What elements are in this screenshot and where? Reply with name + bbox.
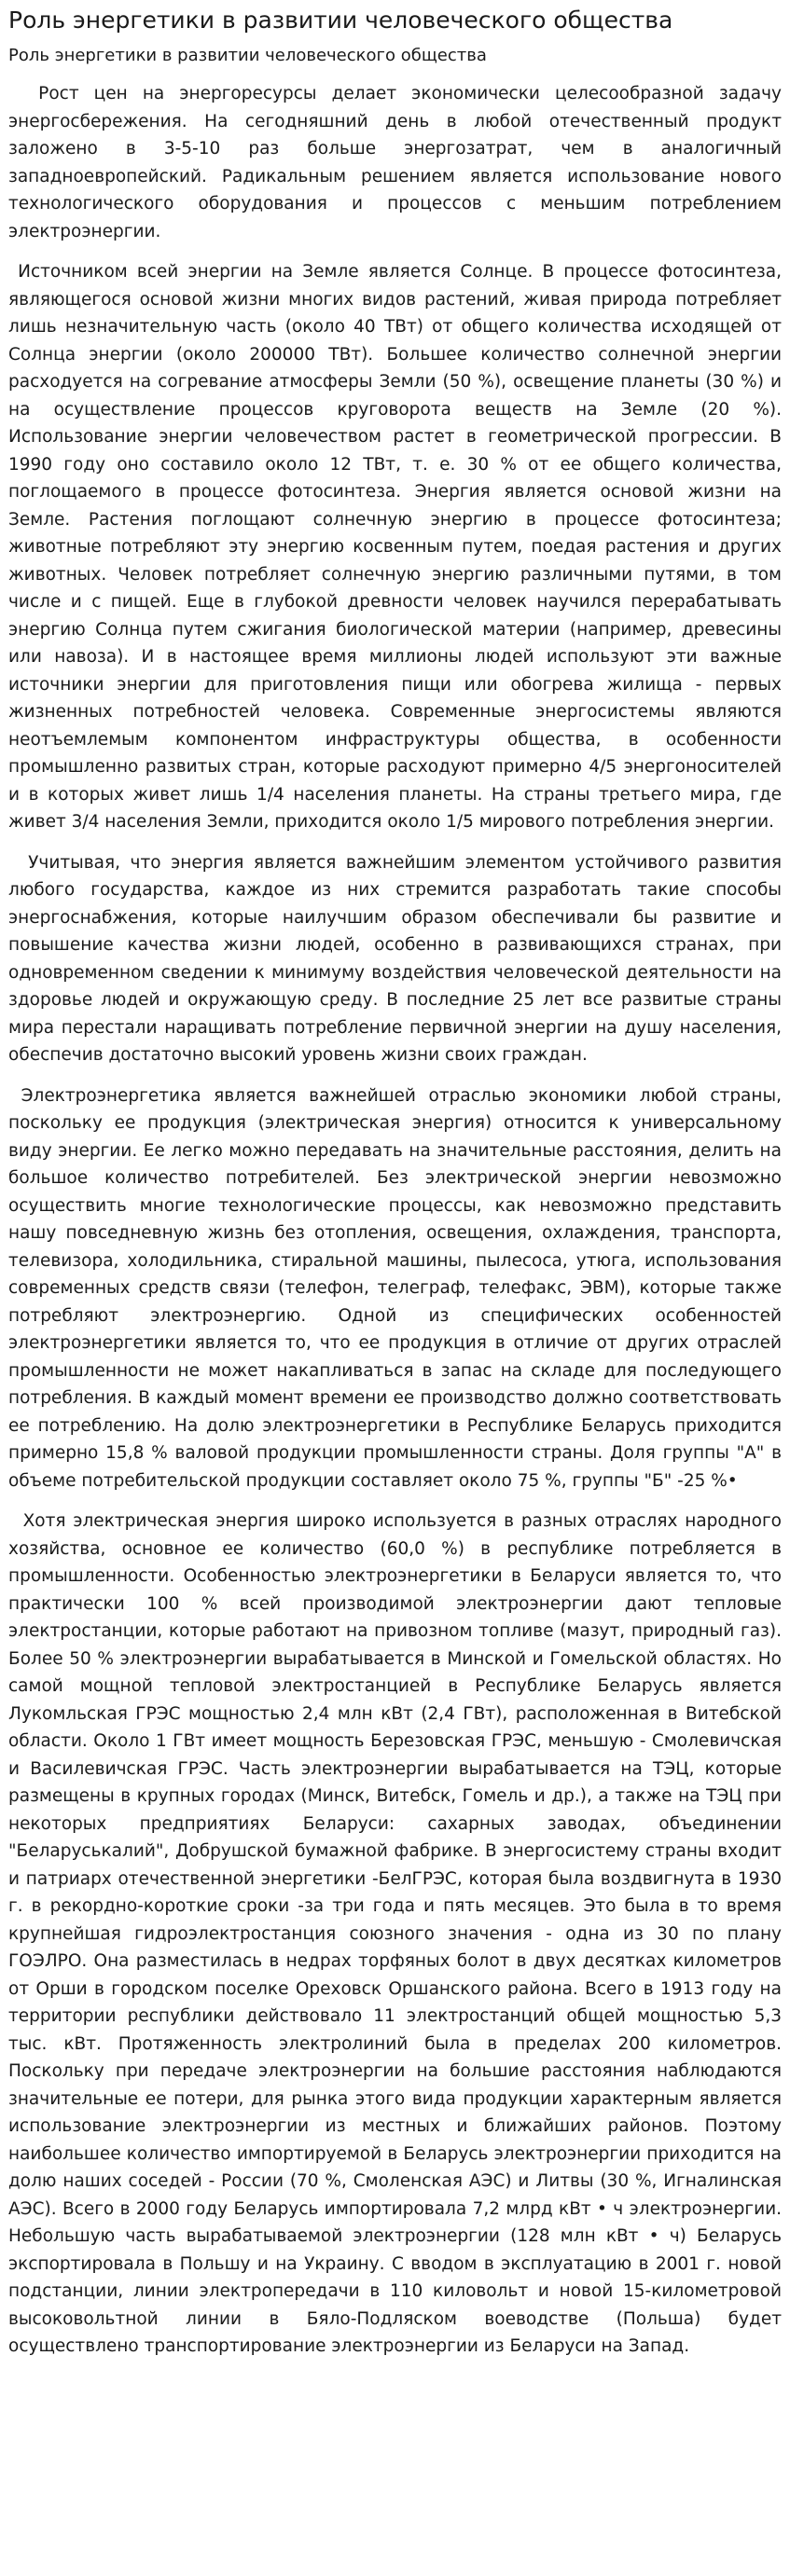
paragraph-4: Электроэнергетика является важнейшей отраслью экономики любой страны, поскольку ее продукция (электрическая энергия) относится к универсальному виду энергии. Ее легко можно передавать на значительные расстояния, делить на большое количество потребителей. Без электрической энергии невозможно осуществить многие технологические процессы, как невозможно представить нашу повседневную жизнь без отопления, освещения, охлаждения, транспорта, телевизора, холодильника, стиральной машины, пылесоса, утюга, использования современных средств связи (телефон, телеграф, телефакс, ЭВМ), которые также потребляют электроэнергию. Одной из специфических особенностей электроэнергетики является то, что ее продукция в отличие от других отраслей промышленности не может накапливаться в запас на складе для последующего потребления. В каждый момент времени ее производство должно соответствовать ее потреблению. На долю электроэнергетики в Республике Беларусь приходится примерно 15,8 % валовой продукции промышленности страны. Доля группы "А" в объеме потребительской продукции составляет около 75 %, группы "Б" -25 %•	[8, 1085, 787, 1491]
paragraph-1: Рост цен на энергоресурсы делает экономически целесообразной задачу энергосбережения. На сегодняшний день в любой отечественный продукт заложено в 3-5-10 раз больше энергозатрат, чем в аналогичный западноевропейский. Радикальным решением является использование нового технологического оборудования и процессов с меньшим потреблением электроэнергии.	[8, 84, 787, 241]
paragraph-2: Источником всей энергии на Земле является Солнце. В процессе фотосинтеза, являющегося основой жизни многих видов растений, живая природа потребляет лишь незначительную часть (около 40 ТВт) от общего количества исходящей от Солнца энергии (около 200000 ТВт). Большее количество солнечной энергии расходуется на согревание атмосферы Земли (50 %), освещение планеты (30 %) и на осуществление процессов круговорота веществ на Земле (20 %). Использование энергии человечеством растет в геометрической прогрессии. В 1990 году оно составило около 12 ТВт, т. е. 30 % от ее общего количества, поглощаемого в процессе фотосинтеза. Энергия является основой жизни на Земле. Растения поглощают солнечную энергию в процессе фотосинтеза; животные потребляют эту энергию косвенным путем, поедая растения и других животных. Человек потребляет солнечную энергию различными путями, в том числе и с пищей. Еще в глубокой древности человек научился перерабатывать энергию Солнца путем сжигания биологической материи (например, древесины или навоза). И в настоящее время миллионы людей используют эти важные источники энергии для приготовления пищи или обогрева жилища - первых жизненных потребностей человека. Современные энергосистемы являются неотъемлемым компонентом инфраструктуры общества, в особенности промышленно развитых стран, которые расходуют примерно 4/5 энергоносителей и в которых живет лишь 1/4 населения планеты. На страны третьего мира, где живет 3/4 населения Земли, приходится около 1/5 мирового потребления энергии.	[8, 262, 787, 832]
page-subtitle: Роль энергетики в развитии человеческого общества	[8, 46, 487, 65]
page-title: Роль энергетики в развитии человеческого общества	[8, 7, 673, 34]
paragraph-5: Хотя электрическая энергия широко используется в разных отраслях народного хозяйства, основное ее количество (60,0 %) в республике потребляется в промышленности. Особенностью электроэнергетики в Беларуси является то, что практически 100 % всей производимой электроэнергии дают тепловые электростанции, которые работают на привозном топливе (мазут, природный газ). Более 50 % электроэнергии вырабатывается в Минской и Гомельской областях. Но самой мощной тепловой электростанцией в Республике Беларусь является Лукомльская ГРЭС мощностью 2,4 млн кВт (2,4 ГВт), расположенная в Витебской области. Около 1 ГВт имеет мощность Березовская ГРЭС, меньшую - Смолевичская и Василевичская ГРЭС. Часть электроэнергии вырабатывается на ТЭЦ, которые размещены в крупных городах (Минск, Витебск, Гомель и др.), а также на ТЭЦ при некоторых предприятиях Беларуси: сахарных заводах, объединении "Беларуськалий", Добрушской бумажной фабрике. В энергосистему страны входит и патриарх отечественной энергетики -БелГРЭС, которая была воздвигнута в 1930 г. в рекордно-короткие сроки -за три года и пять месяцев. Это была в то время крупнейшая гидроэлектростанция союзного значения - одна из 30 по плану ГОЭЛРО. Она разместилась в недрах торфяных болот в двух десятках километров от Орши в городском поселке Ореховск Оршанского района. Всего в 1913 году на территории республики действовало 11 электростанций общей мощностью 5,3 тыс. кВт. Протяженность электролиний была в пределах 200 километров. Поскольку при передаче электроэнергии на большие расстояния наблюдаются значительные ее потери, для рынка этого вида продукции характерным является использование электроэнергии из местных и ближайших районов. Поэтому наибольшее количество импортируемой в Беларусь электроэнергии приходится на долю наших соседей - России (70 %, Смоленская АЭС) и Литвы (30 %, Игналинская АЭС). Всего в 2000 году Беларусь импортировала 7,2 млрд кВт • ч электроэнергии. Небольшую часть вырабатываемой электроэнергии (128 млн кВт • ч) Беларусь экспортировала в Польшу и на Украину. С вводом в эксплуатацию в 2001 г. новой подстанции, линии электропередачи в 110 киловольт и новой 15-километровой высоковольтной линии в Бяло-Подляском воеводстве (Польша) будет осуществлено транспортирование электроэнергии из Беларуси на Запад.	[8, 1511, 787, 2356]
paragraph-3: Учитывая, что энергия является важнейшим элементом устойчивого развития любого государства, каждое из них стремится разработать такие способы энергоснабжения, которые наилучшим образом обеспечивали бы развитие и повышение качества жизни людей, особенно в развивающихся странах, при одновременном сведении к минимуму воздействия человеческой деятельности на здоровье людей и окружающую среду. В последние 25 лет все развитые страны мира перестали наращивать потребление первичной энергии на душу населения, обеспечив достаточно высокий уровень жизни своих граждан.	[8, 852, 787, 1065]
